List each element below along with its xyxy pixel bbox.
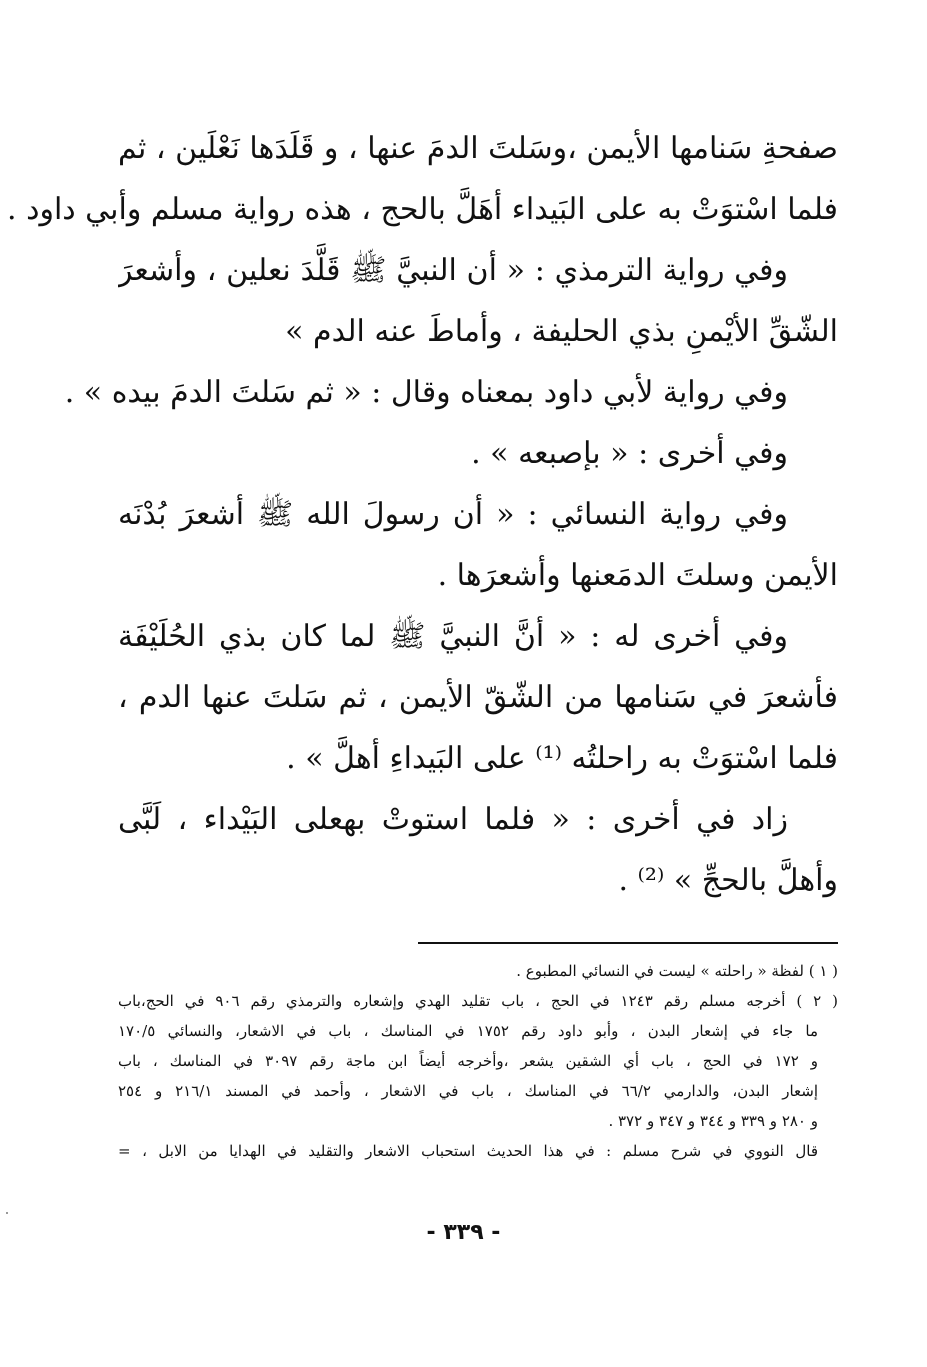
footnote-line: و ١٧٢ في الحج ، باب أي الشقين يشعر ،وأخرجه أيضاً ابن ماجة رقم ٣٠٩٧ في المناسك ، باب	[118, 1052, 819, 1070]
text-line: صفحةِ سَنامها الأيمن ،وسَلتَ الدمَ عنها ، و قَلَدَها نَعْلَين ، ثم	[118, 131, 838, 166]
text-line: الأيمن وسلتَ الدمَعنها وأشعرَها .	[437, 558, 838, 593]
text-line: فأشعرَ في سَنامها من الشّقّ الأيمن ، ثم سَلتَ عنها الدم ،	[118, 680, 838, 715]
text-line: وفي رواية الترمذي : « أن النبيَّ ﷺ قَلَّدَ نعلين ، وأشعرَ	[118, 253, 788, 288]
text-line: وفي أخرى : « بإصبعه » .	[471, 436, 788, 471]
text-line: الشّقِّ الأيْمنِ بذي الحليفة ، وأماطَ عنه الدم »	[285, 314, 838, 349]
text-line: وفي رواية النسائي : « أن رسولَ الله ﷺ أشعرَ بُدْنَه	[118, 497, 788, 532]
scan-speck	[6, 1212, 8, 1214]
footnote-line: ( ٢ ) أخرجه مسلم رقم ١٢٤٣ في الحج ، باب تقليد الهدي وإشعاره والترمذي رقم ٩٠٦ في الحج،باب	[118, 992, 838, 1010]
text-line: زاد في أخرى : « فلما استوتْ بهعلى البَيْداء ، لَبَّى	[118, 802, 788, 837]
main-text-block	[7, 118, 838, 911]
footnote-line: و ٢٨٠ و ٣٣٩ و ٣٤٤ و ٣٤٧ و ٣٧٢ .	[608, 1112, 818, 1130]
text-line: وأهلَّ بالحجِّ » ⁽²⁾ .	[618, 863, 838, 898]
text-line: وفي أخرى له : « أنَّ النبيَّ ﷺ لما كان بذي الحُلَيْفَة	[118, 619, 788, 654]
text-line: فلما اسْتوَتْ به راحلتُه ⁽¹⁾ على البَيداءِ أهلَّ » .	[286, 741, 838, 776]
footnotes-block	[118, 956, 838, 1166]
footnote-separator	[418, 942, 838, 944]
text-line: وفي رواية لأبي داود بمعناه وقال : « ثم سَلتَ الدمَ بيده » .	[64, 375, 788, 410]
footnote-line: ما جاء في إشعار البدن ، وأبو داود رقم ١٧٥٢ في المناسك ، باب في الاشعار، والنسائي ١٧٠/٥	[118, 1022, 819, 1040]
text-line: فلما اسْتوَتْ به على البَيداء أهَلَّ بالحج ، هذه رواية مسلم وأبي داود .	[7, 192, 838, 227]
footnote-line: ( ١ ) لفظة « راحلته » ليست في النسائي المطبوع .	[516, 962, 838, 980]
page-number: - ٣٣٩ -	[426, 1220, 501, 1245]
footnote-line: إشعار البدن، والدارمي ٦٦/٢ في المناسك ، باب في الاشعار ، وأحمد في المسند ٢١٦/١ و ٢٥٤	[118, 1082, 819, 1100]
footnote-line: قال النووي في شرح مسلم : في هذا الحديث استحباب الاشعار والتقليد في الهدايا من الابل ، =	[118, 1142, 818, 1160]
